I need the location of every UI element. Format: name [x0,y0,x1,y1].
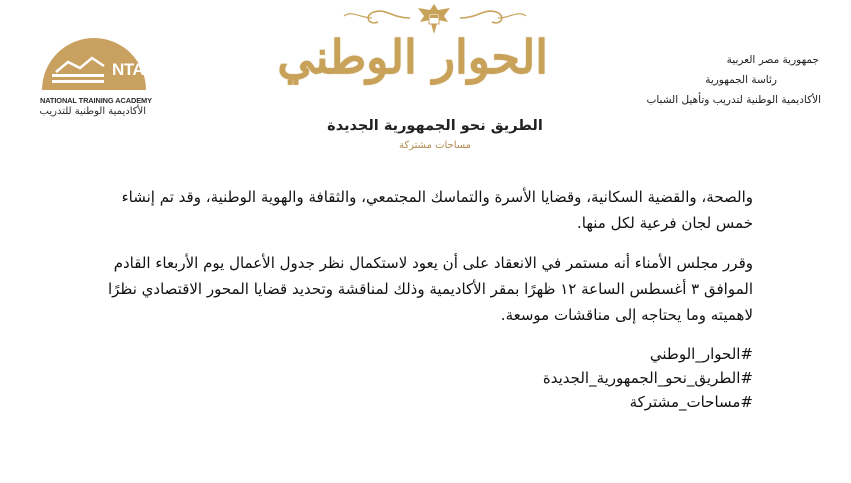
nta-english-name: NATIONAL TRAINING ACADEMY [40,96,152,105]
gov-line-republic: جمهورية مصر العربية [726,54,819,66]
hashtag-new-republic[interactable]: #الطريق_نحو_الجمهورية_الجديدة [542,369,753,387]
government-header [621,50,821,110]
hashtag-list [93,342,753,414]
paragraph-meeting: وقرر مجلس الأمناء أنه مستمر في الانعقاد على أن يعود لاستكمال نظر جدول الأعمال يوم الأربعاء القادم الموافق ٣ أغسطس الساعة ١٢ ظهرًا بمقر الأكاديمية وذلك لمناقشة وتحديد قضايا المحور الاقتصادي نظرًا لاهميته وما يحتاجه إلى مناقشات موسعة. [107,254,753,324]
hashtag-shared-spaces[interactable]: #مساحات_مشتركة [629,393,753,411]
gov-line-academy: الأكاديمية الوطنية لتدريب وتأهيل الشباب [646,94,821,106]
article-body [93,184,753,414]
flourish-left-icon [342,4,412,32]
hashtag-national-dialogue[interactable]: #الحوار_الوطني [649,345,753,363]
emblem-title: الحوار الوطني [277,30,548,84]
emblem-subtitle: الطريق نحو الجمهورية الجديدة [327,118,543,134]
nta-logo-mark: NTA [112,60,145,79]
national-dialogue-emblem [277,0,548,160]
nta-arabic-name: الأكاديمية الوطنية للتدريب [39,106,146,117]
paragraph-committees: والصحة، والقضية السكانية، وقضايا الأسرة والتماسك المجتمعي، والثقافة والهوية الوطنية، وقد تم إنشاء خمس لجان فرعية لكل منها. [121,188,753,232]
emblem-tagline: مساحات مشتركة [398,140,472,151]
nta-logo [38,38,158,122]
gov-line-presidency: رئاسة الجمهورية [705,74,777,86]
flourish-right-icon [458,4,528,32]
